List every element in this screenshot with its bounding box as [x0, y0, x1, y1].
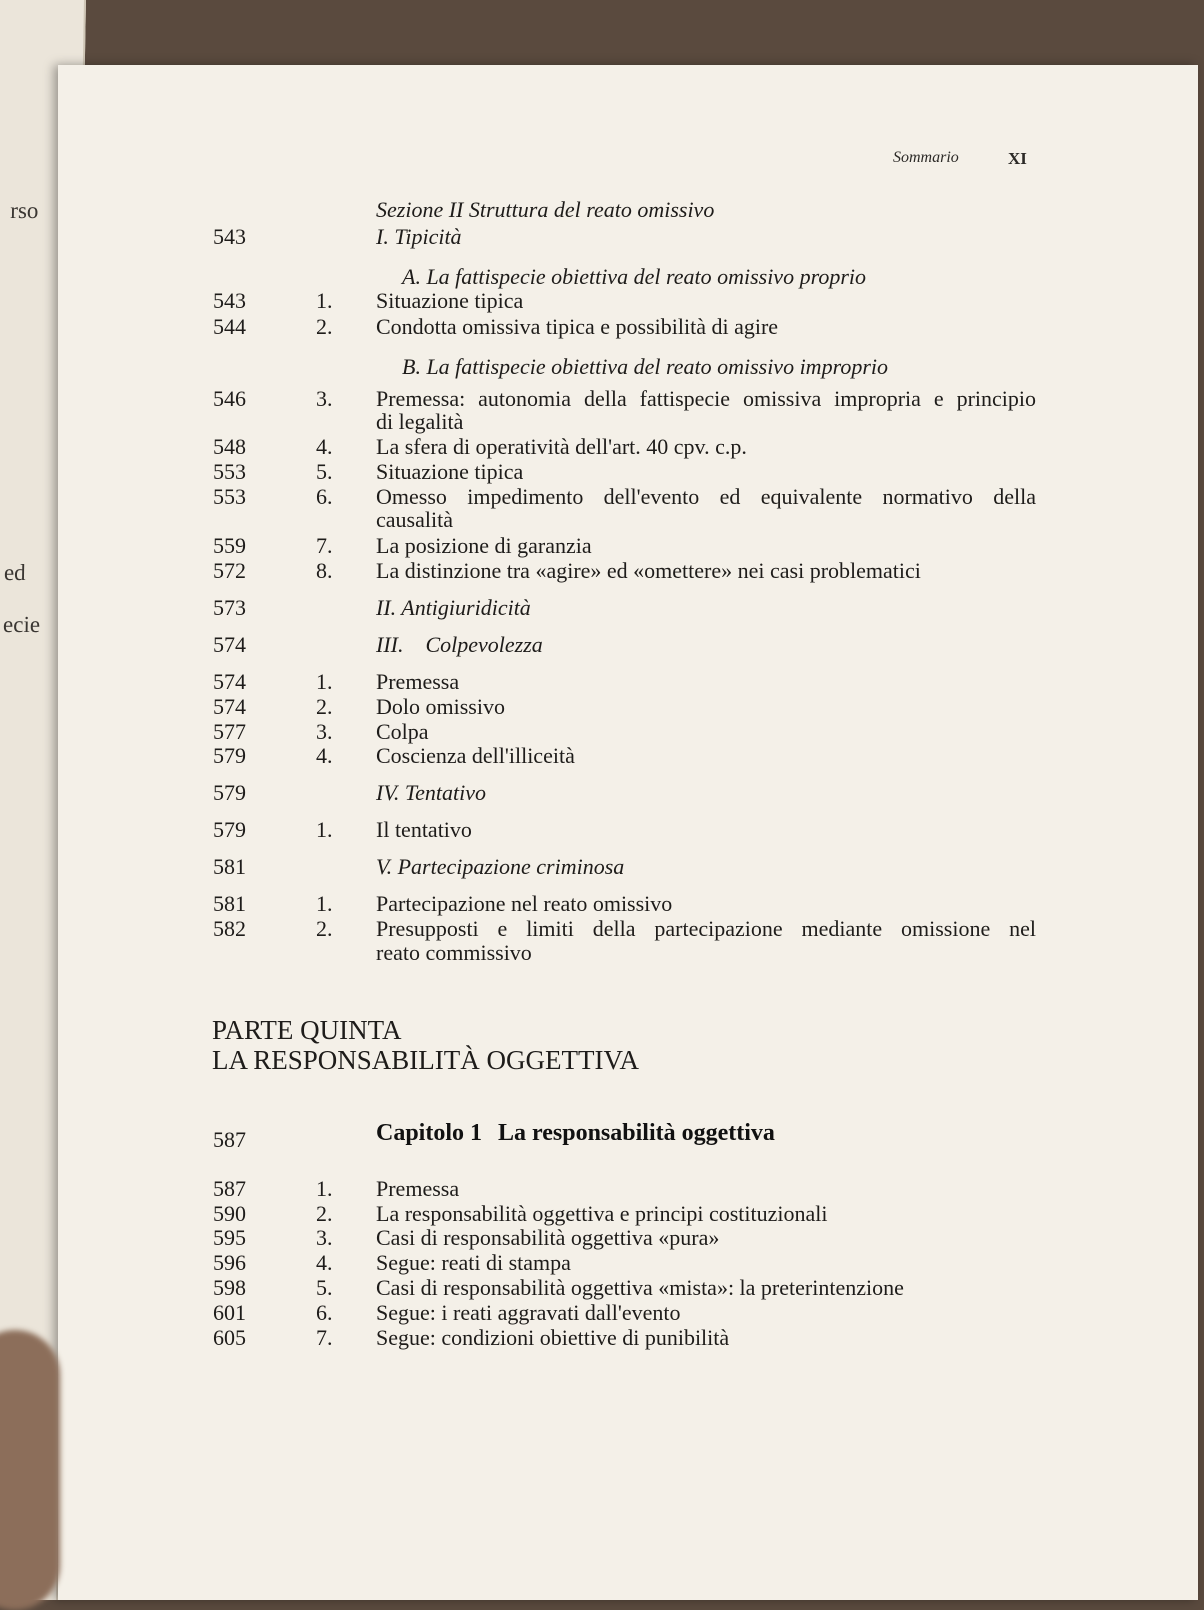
entry-text: Situazione tipica [376, 459, 524, 484]
entry-page: 601 [213, 1300, 246, 1325]
toc-entry [58, 435, 1198, 461]
entry-page: 595 [213, 1225, 246, 1250]
toc-entry [58, 1177, 1198, 1203]
entry-number: 1. [316, 817, 333, 842]
entry-number: 1. [316, 891, 333, 916]
entry-text: La responsabilità oggettiva e principi costituzionali [376, 1201, 828, 1226]
entry-text: Casi di responsabilità oggettiva «pura» [376, 1225, 720, 1250]
entry-number: 4. [316, 434, 333, 459]
previous-page-fragment: rso [10, 198, 39, 223]
part-number: PARTE QUINTA [212, 1015, 402, 1045]
entry-number: 4. [316, 1250, 333, 1275]
entry-page: 553 [213, 484, 246, 509]
running-header [58, 149, 1198, 173]
toc-entry [58, 695, 1198, 721]
chapter-label: Capitolo 1 [376, 1120, 483, 1146]
entry-text: Coscienza dell'illiceità [376, 743, 575, 768]
toc-entry [58, 744, 1198, 770]
entry-number: 2. [316, 1201, 333, 1226]
toc-entry [58, 460, 1198, 486]
toc-entry [58, 855, 1198, 881]
entry-page: 577 [213, 719, 246, 744]
entry-page: 582 [213, 916, 246, 941]
entry-page: 543 [213, 224, 246, 249]
entry-text: II. Antigiuridicità [376, 595, 531, 620]
entry-page: 587 [213, 1176, 246, 1201]
toc-entry [58, 781, 1198, 807]
entry-page: 546 [213, 386, 246, 411]
entry-text: Sezione II Struttura del reato omissivo [376, 197, 715, 222]
chapter-title: La responsabilità oggettiva [498, 1120, 775, 1146]
entry-text: Premessa: autonomia della fattispecie omissiva impropria e principio [376, 386, 1036, 411]
toc-entry [58, 818, 1198, 844]
entry-number: 8. [316, 558, 333, 583]
entry-text: A. La fattispecie obiettiva del reato omissivo proprio [402, 264, 866, 289]
entry-number: 3. [316, 1225, 333, 1250]
toc-entry-continuation [58, 410, 1198, 436]
entry-text: B. La fattispecie obiettiva del reato omissivo improprio [402, 354, 888, 379]
entry-text: IV. Tentativo [376, 780, 487, 805]
toc-entry [58, 1226, 1198, 1252]
entry-text: Omesso impedimento dell'evento ed equivalente normativo della [376, 484, 1036, 509]
entry-page: 581 [213, 854, 246, 879]
entry-page: 572 [213, 558, 246, 583]
entry-page: 573 [213, 595, 246, 620]
entry-text: III. Colpevolezza [376, 632, 543, 657]
entry-number: 1. [316, 669, 333, 694]
entry-number: 6. [316, 484, 333, 509]
previous-page-fragment: ecie [2, 612, 41, 637]
entry-page: 553 [213, 459, 246, 484]
entry-text: Premessa [376, 1176, 460, 1201]
entry-number: 7. [316, 533, 333, 558]
toc-entry [58, 1326, 1198, 1352]
entry-number: 2. [316, 694, 333, 719]
entry-page: 574 [213, 632, 246, 657]
toc-entry [58, 917, 1198, 943]
entry-page: 574 [213, 669, 246, 694]
toc-entry [58, 534, 1198, 560]
entry-text: Segue: i reati aggravati dall'evento [376, 1300, 681, 1325]
entry-number: 5. [316, 459, 333, 484]
entry-text: V. Partecipazione criminosa [376, 854, 625, 879]
part-heading [212, 1015, 639, 1075]
page-number: XI [1008, 149, 1027, 168]
toc-entry [58, 633, 1198, 659]
entry-number: 3. [316, 719, 333, 744]
entry-text: Casi di responsabilità oggettiva «mista»: la preterintenzione [376, 1275, 904, 1300]
entry-number: 5. [316, 1275, 333, 1300]
entry-number: 1. [316, 1176, 333, 1201]
entry-text: Presupposti e limiti della partecipazione mediante omissione nel [376, 916, 1036, 941]
entry-page: 581 [213, 891, 246, 916]
entry-number: 6. [316, 1300, 333, 1325]
entry-number: 3. [316, 386, 333, 411]
entry-page: 574 [213, 694, 246, 719]
entry-number: 2. [316, 916, 333, 941]
toc-entry-continuation [58, 941, 1198, 967]
entry-text: La distinzione tra «agire» ed «omettere» nei casi problematici [376, 558, 921, 583]
entry-page: 548 [213, 434, 246, 459]
toc-entry [58, 1251, 1198, 1277]
toc-entry [58, 1276, 1198, 1302]
toc-entry [58, 559, 1198, 585]
entry-page: 544 [213, 314, 246, 339]
toc-entry [58, 289, 1198, 315]
toc-entry [58, 596, 1198, 622]
entry-number: 7. [316, 1325, 333, 1350]
entry-text: Partecipazione nel reato omissivo [376, 891, 673, 916]
entry-page: 590 [213, 1201, 246, 1226]
entry-text: La sfera di operatività dell'art. 40 cpv. c.p. [376, 434, 747, 459]
entry-text: Segue: reati di stampa [376, 1250, 571, 1275]
entry-number: 2. [316, 314, 333, 339]
toc-entry [58, 670, 1198, 696]
toc-entry-continuation [58, 508, 1198, 534]
entry-page: 596 [213, 1250, 246, 1275]
entry-text: Dolo omissivo [376, 694, 505, 719]
subsection-heading [58, 355, 1198, 381]
entry-text-continuation: causalità [376, 507, 453, 532]
entry-page: 579 [213, 780, 246, 805]
toc-entry [58, 225, 1198, 251]
entry-page: 587 [213, 1127, 246, 1152]
entry-text: Il tentativo [376, 817, 472, 842]
entry-text: Premessa [376, 669, 460, 694]
entry-page: 579 [213, 743, 246, 768]
running-title: Sommario [893, 149, 959, 166]
previous-page-fragment: ed [3, 560, 26, 585]
entry-page: 605 [213, 1325, 246, 1350]
book-page [58, 65, 1198, 1600]
part-title: LA RESPONSABILITÀ OGGETTIVA [212, 1045, 640, 1075]
entry-text: Condotta omissiva tipica e possibilità di agire [376, 314, 779, 339]
chapter-heading [376, 1120, 775, 1147]
entry-text: Segue: condizioni obiettive di punibilità [376, 1325, 730, 1350]
entry-number: 4. [316, 743, 333, 768]
entry-number: 1. [316, 288, 333, 313]
entry-text: La posizione di garanzia [376, 533, 592, 558]
entry-text: I. Tipicità [376, 224, 462, 249]
toc-entry [58, 892, 1198, 918]
entry-text: Colpa [376, 719, 429, 744]
entry-text: Situazione tipica [376, 288, 524, 313]
section-heading [58, 198, 1198, 224]
toc-entry [58, 1301, 1198, 1327]
entry-text-continuation: di legalità [376, 409, 464, 434]
entry-page: 579 [213, 817, 246, 842]
thumb-photo-edge [0, 1330, 60, 1610]
entry-page: 598 [213, 1275, 246, 1300]
toc-entry [58, 315, 1198, 341]
entry-page: 559 [213, 533, 246, 558]
entry-page: 543 [213, 288, 246, 313]
entry-text-continuation: reato commissivo [376, 940, 532, 965]
